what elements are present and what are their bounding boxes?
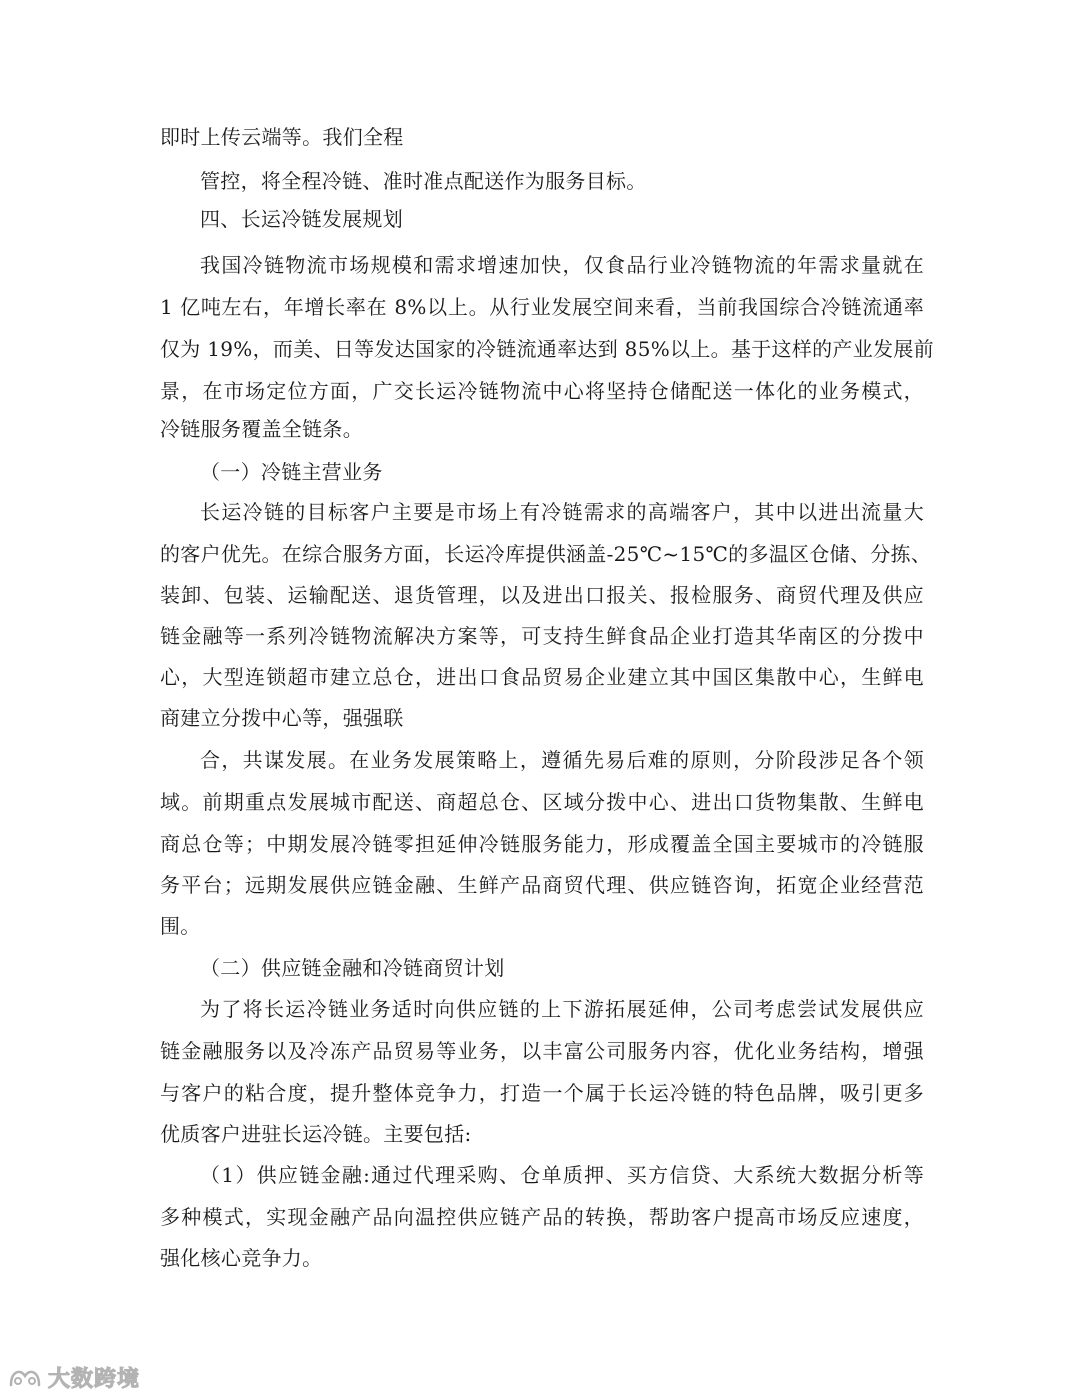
subsection-heading: （二）供应链金融和冷链商贸计划 [200,956,505,980]
text-line: 管控，将全程冷链、准时准点配送作为服务目标。 [200,169,647,193]
text-line: 长运冷链的目标客户主要是市场上有冷链需求的高端客户，其中以进出流量大 [200,500,924,524]
text-line: 商总仓等；中期发展冷链零担延伸冷链服务能力，形成覆盖全国主要城市的冷链服 [160,832,924,856]
text-line: 与客户的粘合度，提升整体竞争力，打造一个属于长运冷链的特色品牌，吸引更多 [160,1081,924,1105]
text-line: 强化核心竞争力。 [160,1246,323,1270]
text-line: 围。 [160,914,201,938]
text-line: （1）供应链金融:通过代理采购、仓单质押、买方信贷、大系统大数据分析等 [200,1163,924,1187]
text-line: 装卸、包装、运输配送、退货管理，以及进出口报关、报检服务、商贸代理及供应 [160,583,924,607]
text-line: 域。前期重点发展城市配送、商超总仓、区域分拨中心、进出口货物集散、生鲜电 [160,790,924,814]
text-line: 冷链服务覆盖全链条。 [160,417,363,441]
text-line: 务平台；远期发展供应链金融、生鲜产品商贸代理、供应链咨询，拓宽企业经营范 [160,873,924,897]
text-line: 的客户优先。在综合服务方面，长运冷库提供涵盖-25℃~15℃的多温区仓储、分拣、 [160,542,932,566]
section-heading: 四、长运冷链发展规划 [200,207,403,231]
brand-logo-icon [8,1364,42,1390]
text-line: 优质客户进驻长运冷链。主要包括: [160,1122,472,1146]
text-line: 链金融服务以及冷冻产品贸易等业务，以丰富公司服务内容，优化业务结构，增强 [160,1039,924,1063]
text-line: 1 亿吨左右，年增长率在 8%以上。从行业发展空间来看，当前我国综合冷链流通率 [160,295,924,319]
subsection-heading: （一）冷链主营业务 [200,460,383,484]
text-line: 合，共谋发展。在业务发展策略上，遵循先易后难的原则，分阶段涉足各个领 [200,748,924,772]
text-line: 为了将长运冷链业务适时向供应链的上下游拓展延伸，公司考虑尝试发展供应 [200,997,924,1021]
text-line: 仅为 19%，而美、日等发达国家的冷链流通率达到 85%以上。基于这样的产业发展前 [160,337,934,361]
text-line: 我国冷链物流市场规模和需求增速加快，仅食品行业冷链物流的年需求量就在 [200,253,924,277]
text-line: 心，大型连锁超市建立总仓，进出口食品贸易企业建立其中国区集散中心，生鲜电 [160,665,924,689]
watermark-text: 大数跨境 [48,1366,141,1392]
text-line: 即时上传云端等。我们全程 [160,125,404,149]
text-line: 商建立分拨中心等，强强联 [160,706,404,730]
text-line: 多种模式，实现金融产品向温控供应链产品的转换，帮助客户提高市场反应速度， [160,1205,924,1229]
watermark [8,1362,140,1392]
text-line: 链金融等一系列冷链物流解决方案等，可支持生鲜食品企业打造其华南区的分拨中 [160,624,924,648]
text-line: 景，在市场定位方面，广交长运冷链物流中心将坚持仓储配送一体化的业务模式， [160,379,924,403]
